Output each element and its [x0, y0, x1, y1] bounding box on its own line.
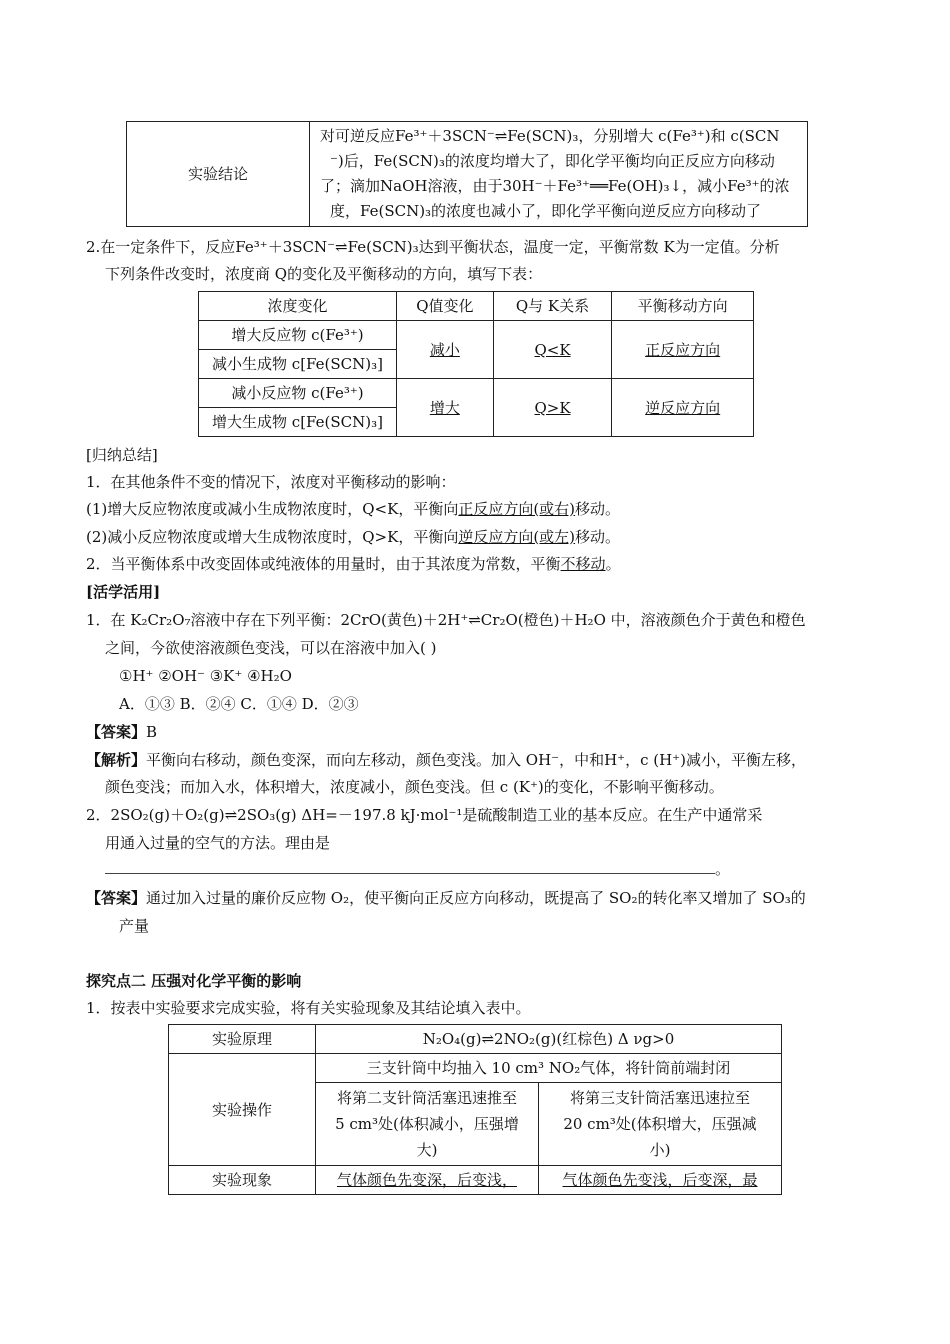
table-cell [539, 1083, 782, 1166]
table-cell: Q>K [493, 379, 612, 437]
answer-value: B [146, 723, 158, 741]
table-cell: 气体颜色先变浅，后变深，最 [539, 1166, 782, 1195]
table-cell: 减小生成物 c[Fe(SCN)₃] [199, 350, 397, 379]
table-cell: 正反应方向 [612, 321, 754, 379]
table-cell: 减小反应物 c(Fe³⁺) [199, 379, 397, 408]
summary-line [86, 553, 621, 575]
summary-line: 1．在其他条件不变的情况下，浓度对平衡移动的影响： [86, 473, 456, 491]
summary-line [86, 526, 620, 548]
conclusion-line: 度，Fe(SCN)₃的浓度也减小了，即化学平衡向逆反应方向移动了 [330, 202, 762, 220]
conclusion-table [126, 121, 808, 227]
practice-title: [活学活用] [86, 583, 161, 601]
table-cell: 三支针筒中均抽入 10 cm³ NO₂气体，将针筒前端封闭 [316, 1054, 782, 1083]
section-2-intro: 1．按表中实验要求完成实验，将有关实验现象及其结论填入表中。 [86, 999, 531, 1017]
table-header: Q与 K关系 [493, 292, 612, 321]
table-label: 实验原理 [169, 1025, 316, 1054]
summary-answer: 不移动 [560, 555, 606, 573]
practice-q1-items: ①H⁺ ②OH⁻ ③K⁺ ④H₂O [119, 667, 292, 685]
table-cell: N₂O₄(g)⇌2NO₂(g)(红棕色) Δ νg>0 [316, 1025, 782, 1054]
explanation-line: 颜色变浅；而加入水，体积增大，浓度减小，颜色变浅。但 c (K⁺)的变化，不影响平衡移动。 [105, 778, 724, 796]
table-header: 浓度变化 [199, 292, 397, 321]
table-cell: 减小 [397, 321, 494, 379]
conclusion-line: 了；滴加NaOH溶液，由于30H⁻＋Fe³⁺══Fe(OH)₃↓，减小Fe³⁺的浓 [320, 177, 790, 195]
cell-line: 大) [416, 1141, 438, 1159]
summary-text: (2)减小反应物浓度或增大生成物浓度时，Q>K，平衡向 [86, 528, 459, 546]
table-cell: 增大 [397, 379, 494, 437]
summary-text: 移动。 [575, 500, 621, 518]
explanation-text: 平衡向右移动，颜色变深，而向左移动，颜色变浅。加入 OH⁻，中和H⁺，c (H⁺)减小，平衡左移， [146, 751, 806, 769]
answer-2-line: 产量 [119, 917, 150, 935]
cell-line: 小) [649, 1141, 671, 1159]
practice-q2-line: 用通入过量的空气的方法。理由是 [105, 834, 331, 852]
conclusion-text [310, 122, 808, 227]
table-cell: 增大生成物 c[Fe(SCN)₃] [199, 408, 397, 437]
table-header: 平衡移动方向 [612, 292, 754, 321]
summary-title: [归纳总结] [86, 446, 158, 464]
table-label: 实验现象 [169, 1166, 316, 1195]
practice-q2-line: 2．2SO₂(g)＋O₂(g)⇌2SO₃(g) ΔH=－197.8 kJ·mol⁻¹是硫酸制造工业的基本反应。在生产中通常采 [86, 806, 763, 824]
cell-line: 5 cm³处(体积减小，压强增 [335, 1115, 519, 1133]
answer-text: 通过加入过量的廉价反应物 O₂，使平衡向正反应方向移动，既提高了 SO₂的转化率又增加了 SO₃的 [146, 889, 806, 907]
summary-answer: 正反应方向(或右) [458, 500, 576, 518]
pressure-table [168, 1024, 782, 1195]
answer-1 [86, 721, 157, 743]
cell-line: 20 cm³处(体积增大，压强减 [563, 1115, 757, 1133]
conclusion-line: ⁻)后，Fe(SCN)₃的浓度均增大了，即化学平衡均向正反应方向移动 [330, 152, 775, 170]
cell-line: 将第三支针筒活塞迅速拉至 [569, 1089, 750, 1107]
answer-label: 【答案】 [86, 723, 147, 741]
summary-text: 2．当平衡体系中改变固体或纯液体的用量时，由于其浓度为常数，平衡 [86, 555, 561, 573]
blank-end: 。 [715, 860, 731, 878]
table-cell: 逆反应方向 [612, 379, 754, 437]
conclusion-label: 实验结论 [127, 122, 310, 227]
summary-line [86, 498, 620, 520]
practice-q1-line: 之间，今欲使溶液颜色变浅，可以在溶液中加入( ) [105, 639, 437, 657]
question-2-line: 2.在一定条件下，反应Fe³⁺＋3SCN⁻⇌Fe(SCN)₃达到平衡状态，温度一定，平衡常数 K为一定值。分析 [86, 238, 780, 256]
conclusion-line: 对可逆反应Fe³⁺＋3SCN⁻⇌Fe(SCN)₃，分别增大 c(Fe³⁺)和 c(SCN [320, 127, 780, 145]
question-2-line: 下列条件改变时，浓度商 Q的变化及平衡移动的方向，填写下表： [105, 265, 543, 283]
answer-blank [105, 858, 730, 880]
summary-text: (1)增大反应物浓度或减小生成物浓度时，Q<K，平衡向 [86, 500, 459, 518]
summary-text: 移动。 [575, 528, 621, 546]
explanation-line [86, 749, 806, 771]
practice-q1-options: A．①③ B．②④ C．①④ D．②③ [119, 695, 359, 713]
summary-answer: 逆反应方向(或左) [458, 528, 576, 546]
table-cell: 气体颜色先变深，后变浅， [316, 1166, 539, 1195]
table-header: Q值变化 [397, 292, 494, 321]
cell-line: 将第二支针筒活塞迅速推至 [336, 1089, 517, 1107]
table-cell: Q<K [493, 321, 612, 379]
section-2-title: 探究点二 压强对化学平衡的影响 [86, 972, 302, 990]
table-cell: 增大反应物 c(Fe³⁺) [199, 321, 397, 350]
answer-blank-line [105, 859, 715, 874]
explanation-label: 【解析】 [86, 751, 147, 769]
table-label: 实验操作 [169, 1054, 316, 1166]
q-k-table [198, 291, 754, 437]
answer-2 [86, 887, 806, 909]
practice-q1-line: 1．在 K₂Cr₂O₇溶液中存在下列平衡：2CrO(黄色)＋2H⁺⇌Cr₂O(橙色)＋H₂O 中，溶液颜色介于黄色和橙色 [86, 611, 806, 629]
summary-text: 。 [605, 555, 621, 573]
table-cell [316, 1083, 539, 1166]
answer-label: 【答案】 [86, 889, 147, 907]
